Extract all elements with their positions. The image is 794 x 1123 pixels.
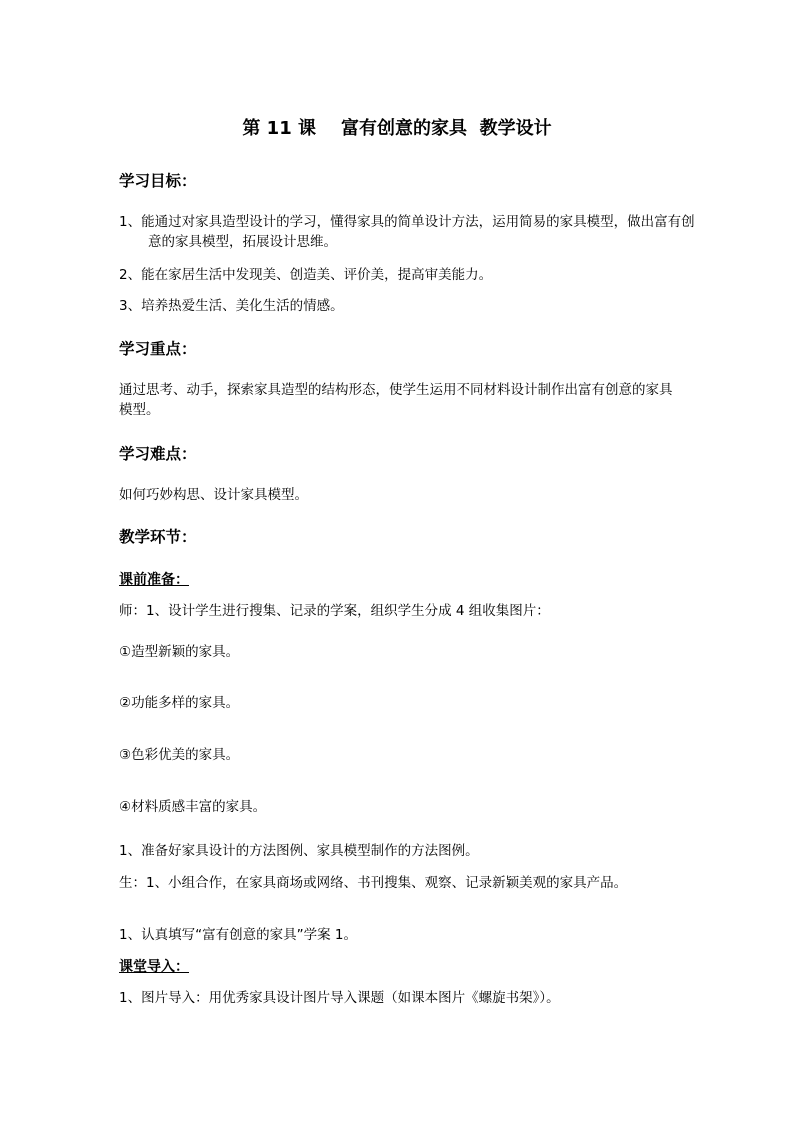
objective-item-1: 1、能通过对家具造型设计的学习，懂得家具的简单设计方法，运用简易的家具模型，做出富有创意的家具模型，拓展设计思维。 [119, 214, 695, 250]
difficulty-text: 如何巧妙构思、设计家具模型。 [119, 487, 308, 503]
intro-text: 1、图片导入：用优秀家具设计图片导入课题（如课本图片《螺旋书架》）。 [119, 990, 560, 1006]
pre-class-label [119, 570, 679, 590]
objective-item-3: 3、培养热爱生活、美化生活的情感。 [119, 298, 344, 314]
key-points-text: 通过思考、动手，探索家具造型的结构形态，使学生运用不同材料设计制作出富有创意的家具模型。 [119, 382, 673, 418]
document-title: 第 11 课 富有创意的家具 教学设计 [242, 118, 552, 139]
intro-label [119, 957, 679, 977]
pre-class-label-text: 课前准备： [119, 572, 189, 588]
difficulty-heading: 学习难点： [119, 445, 197, 463]
student-fill: 1、认真填写“富有创意的家具”学案 1。 [119, 927, 357, 943]
objectives-heading: 学习目标： [119, 172, 197, 190]
group-item-1: ①造型新颖的家具。 [119, 644, 240, 660]
teacher-intro: 师：1、设计学生进行搜集、记录的学案，组织学生分成 4 组收集图片： [119, 603, 550, 619]
group-item-4: ④材料质感丰富的家具。 [119, 799, 267, 815]
group-item-3: ③色彩优美的家具。 [119, 747, 240, 763]
key-points-heading: 学习重点： [119, 340, 197, 358]
student-task: 生：1、小组合作，在家具商场或网络、书刊搜集、观察、记录新颖美观的家具产品。 [119, 875, 628, 891]
group-item-2: ②功能多样的家具。 [119, 695, 240, 711]
objective-item-2: 2、能在家居生活中发现美、创造美、评价美，提高审美能力。 [119, 267, 493, 283]
teacher-prep: 1、准备好家具设计的方法图例、家具模型制作的方法图例。 [119, 843, 479, 859]
intro-label-text: 课堂导入： [119, 959, 189, 975]
teaching-steps-heading: 教学环节： [119, 528, 197, 546]
